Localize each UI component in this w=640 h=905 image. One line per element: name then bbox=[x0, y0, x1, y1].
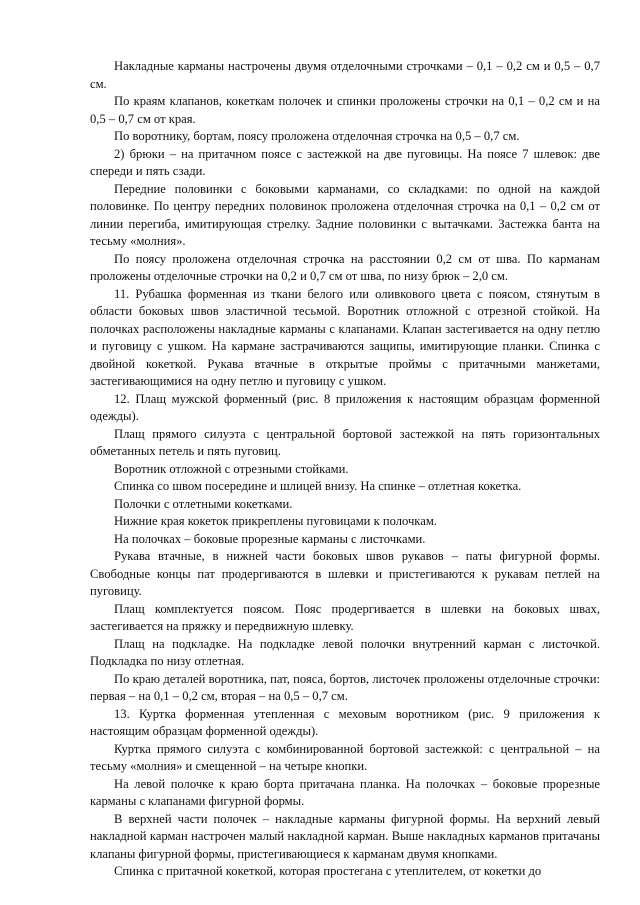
paragraph-1: Накладные карманы настрочены двумя отделочными строчками – 0,1 – 0,2 см и 0,5 – 0,7 см. bbox=[90, 59, 600, 91]
paragraph-9: Плащ прямого силуэта с центральной бортовой застежкой на пять горизонтальных обметанных петель и пять пуговиц. bbox=[90, 426, 600, 458]
paragraph-10: Воротник отложной с отрезными стойками. bbox=[114, 461, 349, 476]
paragraph-11: Спинка со швом посередине и шлицей внизу. На спинке – отлетная кокетка. bbox=[114, 479, 522, 493]
paragraph-21: На левой полочке к краю борта притачана планка. На полочках – боковые прорезные карманы с клапанами фигурной формы. bbox=[90, 776, 600, 808]
paragraph-15: Рукава втачные, в нижней части боковых швов рукавов – паты фигурной формы. Свободные концы пат продергиваются в шлевки и пристегиваются к рукавам петлей на пуговицу. bbox=[90, 549, 600, 598]
paragraph-6: По поясу проложена отделочная строчка на расстоянии 0,2 см от шва. По карманам проложены отделочные строчки на 0,2 и 0,7 см от шва, по низу брюк – 2,0 см. bbox=[90, 251, 600, 283]
paragraph-18: По краю деталей воротника, пат, пояса, бортов, листочек проложены отделочные строчки: первая – на 0,1 – 0,2 см, вторая – на 0,5 – 0,7 см. bbox=[90, 671, 600, 703]
paragraph-12: Полочки с отлетными кокетками. bbox=[114, 496, 293, 511]
paragraph-23: Спинка с притачной кокеткой, которая простегана с утеплителем, от кокетки до bbox=[114, 864, 542, 878]
paragraph-20: Куртка прямого силуэта с комбинированной бортовой застежкой: с центральной – на тесьму «молния» и смещенной – на четыре кнопки. bbox=[90, 741, 600, 773]
paragraph-14: На полочках – боковые прорезные карманы с листочками. bbox=[114, 531, 426, 546]
paragraph-7: 11. Рубашка форменная из ткани белого или оливкового цвета с поясом, стянутым в области боковых швов эластичной тесьмой. Воротник отложной с отрезной стойкой. На полочках расположены накладные карманы с клапанами. Клапан застегивается на одну петлю и пуговицу с ушком. На кармане застрачиваются защипы, имитирующие планки. Спинка с двойной кокеткой. Рукава втачные в открытые проймы с притачными манжетами, застегивающимися на одну петлю и пуговицу с ушком. bbox=[90, 286, 600, 388]
paragraph-3: По воротнику, бортам, поясу проложена отделочная строчка на 0,5 – 0,7 см. bbox=[114, 129, 520, 143]
paragraph-19: 13. Куртка форменная утепленная с меховым воротником (рис. 9 приложения к настоящим образцам форменной одежды). bbox=[90, 706, 600, 738]
paragraph-16: Плащ комплектуется поясом. Пояс продергивается в шлевки на боковых швах, застегивается на пряжку и передвижную шлевку. bbox=[90, 601, 600, 633]
paragraph-22: В верхней части полочек – накладные карманы фигурной формы. На верхний левый накладной карман настрочен малый накладной карман. Выше накладных карманов притачаны клапаны фигурной формы, пристегивающиеся к карманам двумя кнопками. bbox=[90, 811, 600, 861]
paragraph-5: Передние половинки с боковыми карманами, со складками: по одной на каждой половинке. По центру передних половинок проложена отделочная строчка на 0,1 – 0,2 см от линии перегиба, имитирующая стрелку. Задние половинки с вытачками. Застежка банта на тесьму «молния». bbox=[90, 181, 600, 248]
paragraph-4: 2) брюки – на притачном поясе с застежкой на две пуговицы. На поясе 7 шлевок: две спереди и пять сзади. bbox=[90, 146, 600, 178]
paragraph-17: Плащ на подкладке. На подкладке левой полочки внутренний карман с листочкой. Подкладка по низу отлетная. bbox=[90, 636, 600, 668]
paragraph-8: 12. Плащ мужской форменный (рис. 8 приложения к настоящим образцам форменной одежды). bbox=[90, 391, 600, 423]
paragraph-13: Нижние края кокеток прикреплены пуговицами к полочкам. bbox=[114, 514, 437, 528]
paragraph-2: По краям клапанов, кокеткам полочек и спинки проложены строчки на 0,1 – 0,2 см и на 0,5 – 0,7 см от края. bbox=[90, 94, 600, 126]
